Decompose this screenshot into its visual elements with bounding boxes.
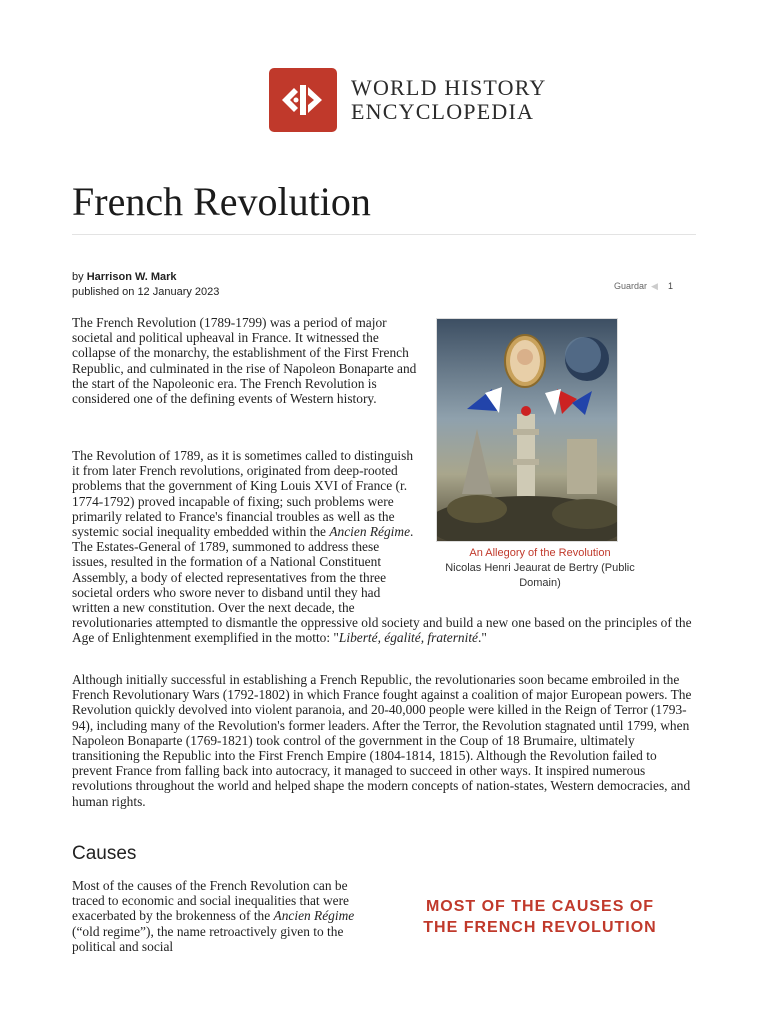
caret-left-icon: ◀ [651, 280, 658, 291]
byline [72, 270, 219, 300]
p2-italic-ancien-regime: Ancien Régime [329, 524, 411, 540]
causes-heading: Causes [72, 843, 137, 864]
logo-line-1: WORLD HISTORY [351, 75, 547, 100]
save-count: 1 [667, 281, 673, 291]
p2-text-c: ." [478, 630, 487, 646]
page-title: French Revolution [72, 179, 371, 224]
title-divider [72, 234, 696, 235]
logo-wordmark [351, 76, 546, 124]
causes-paragraph [72, 878, 382, 954]
p2-text-b: . The Estates-General of 1789, summoned to address these issues, resulted in the formation of a National Constituent Assembly, a body of elected representatives from the three societal orders who swore never to disband until they had written a new constitution. Over the next decade, the revolutionaries attempted to dismantle the oppressive old society and build a new one based on the principles of the Age of Enlightenment exemplified in the motto: " [72, 524, 692, 646]
aftermath-paragraph: Although initially successful in establishing a French Republic, the revolutionaries soon became embroiled in the French Revolutionary Wars (1792-1802) in which France fought against a coalition of major European powers. The Revolution quickly devolved into violent paranoia, and 20-40,000 people were killed in the Reign of Terror (1793-94), including many of the Revolution's former leaders. After the Terror, the Revolution stagnated until 1799, when Napoleon Bonaparte (1769-1821) took control of the government in the Coup of 18 Brumaire, ultimately transitioning the Republic into the First French Empire (1804-1814, 1815). Although the Revolution failed to prevent France from falling back into autocracy, it managed to succeed in other ways. It inspired numerous revolutions throughout the world and helped shape the modern concepts of nation-states, Western democracies, and human rights. [72, 672, 692, 809]
p4-text-a: Most of the causes of the French Revolution can be traced to economic and social inequalities that were exacerbated by the brokenness of the [72, 878, 349, 924]
caption-title-link[interactable]: An Allegory of the Revolution [469, 547, 611, 559]
caption-credit: Nicolas Henri Jeaurat de Bertry (Public Domain) [445, 562, 635, 589]
p4-italic-ancien-regime: Ancien Régime [273, 908, 355, 924]
intro-paragraph: The French Revolution (1789-1799) was a period of major societal and political upheaval in France. It witnessed the collapse of the monarchy, the establishment of the First French Republic, and culminated in the rise of Napoleon Bonaparte and the start of the Napoleonic era. The French Revolution is considered one of the defining events of Western history. [72, 315, 417, 407]
pull-quote: MOST OF THE CAUSES OF THE FRENCH REVOLUTION [423, 898, 657, 936]
revolution-1789-paragraph [72, 448, 697, 646]
p2-text-a: The Revolution of 1789, as it is sometimes called to distinguish it from later French revolutions, originated from deep-rooted problems that the government of King Louis XVI of France (r. 1774-1792) proved incapable of fixing; such problems were primarily related to France's financial troubles as well as the systemic social inequality embedded within the [72, 448, 414, 540]
by-prefix: by [72, 271, 84, 283]
encyclopedia-logo-icon [269, 68, 337, 132]
save-widget[interactable] [614, 278, 673, 294]
save-button[interactable]: Guardar [614, 281, 648, 291]
p2-italic-motto: Liberté, égalité, fraternité [338, 630, 478, 646]
logo-line-2: ENCYCLOPEDIA [351, 99, 535, 124]
author-link[interactable]: Harrison W. Mark [86, 271, 177, 283]
publish-date: published on 12 January 2023 [72, 286, 220, 298]
figure-spacer [417, 448, 697, 608]
p4-text-b: (“old regime”), the name retroactively given to the political and social [72, 923, 344, 954]
site-logo[interactable] [269, 68, 546, 132]
